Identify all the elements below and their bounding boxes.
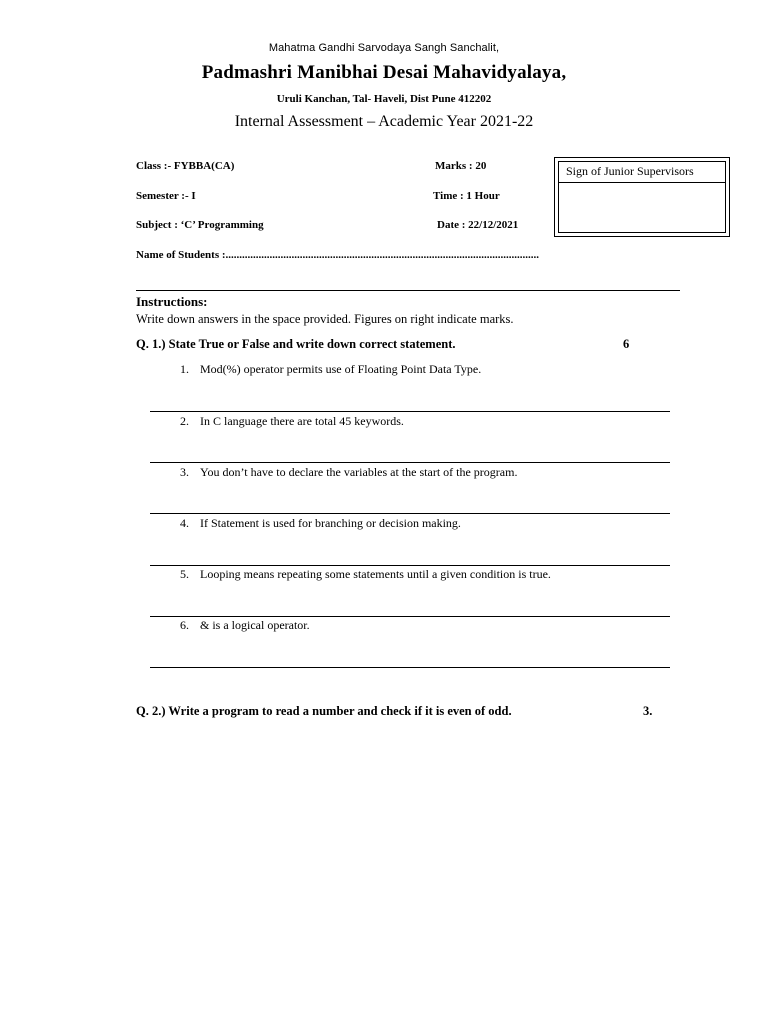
q1-item [180,516,461,531]
q1-item-text: You don’t have to declare the variables at the start of the program. [200,465,518,479]
answer-line[interactable] [150,667,670,668]
q1-item-number: 4. [180,516,189,530]
q2-marks: 3. [643,704,653,718]
assessment-title: Internal Assessment – Academic Year 2021-22 [234,113,534,130]
time-field: Time : 1 Hour [433,190,500,202]
name-of-students-field[interactable]: Name of Students :.................................................................................................................. [136,249,540,261]
signature-box-label: Sign of Junior Supervisors [559,162,725,183]
q2-title: Q. 2.) Write a program to read a number and check if it is even of odd. [136,704,512,718]
q1-item-number: 6. [180,618,189,632]
semester-field: Semester :- I [136,190,196,202]
answer-line[interactable] [150,513,670,514]
q1-item [180,465,517,480]
q1-item [180,362,481,377]
q1-title: Q. 1.) State True or False and write down correct statement. [136,337,456,351]
signature-box-inner [558,161,726,233]
signature-box[interactable] [554,157,730,237]
q1-item [180,414,404,429]
answer-line[interactable] [150,565,670,566]
answer-line[interactable] [150,616,670,617]
class-field: Class :- FYBBA(CA) [136,160,235,172]
marks-field: Marks : 20 [435,160,487,172]
q1-item-text: Looping means repeating some statements until a given condition is true. [200,567,551,581]
q1-item-text: Mod(%) operator permits use of Floating Point Data Type. [200,362,482,376]
q1-item-text: In C language there are total 45 keywords. [200,414,404,428]
q1-marks: 6 [623,337,630,351]
q1-item [180,618,310,633]
organization-line: Mahatma Gandhi Sarvodaya Sangh Sanchalit, [268,42,500,54]
answer-line[interactable] [150,462,670,463]
college-name: Padmashri Manibhai Desai Mahavidyalaya, [201,62,567,83]
college-address: Uruli Kanchan, Tal- Haveli, Dist Pune 412202 [276,93,492,105]
q1-item-number: 2. [180,414,189,428]
instructions-heading: Instructions: [136,294,208,309]
instructions-text: Write down answers in the space provided. Figures on right indicate marks. [136,312,514,326]
q1-item-number: 3. [180,465,189,479]
q1-item-number: 1. [180,362,189,376]
q1-item [180,567,551,582]
q1-item-text: & is a logical operator. [200,618,310,632]
header-divider [136,290,680,291]
q1-item-number: 5. [180,567,189,581]
q1-item-text: If Statement is used for branching or decision making. [200,516,461,530]
subject-field: Subject : ‘C’ Programming [136,219,264,231]
answer-line[interactable] [150,411,670,412]
date-field: Date : 22/12/2021 [437,219,519,231]
